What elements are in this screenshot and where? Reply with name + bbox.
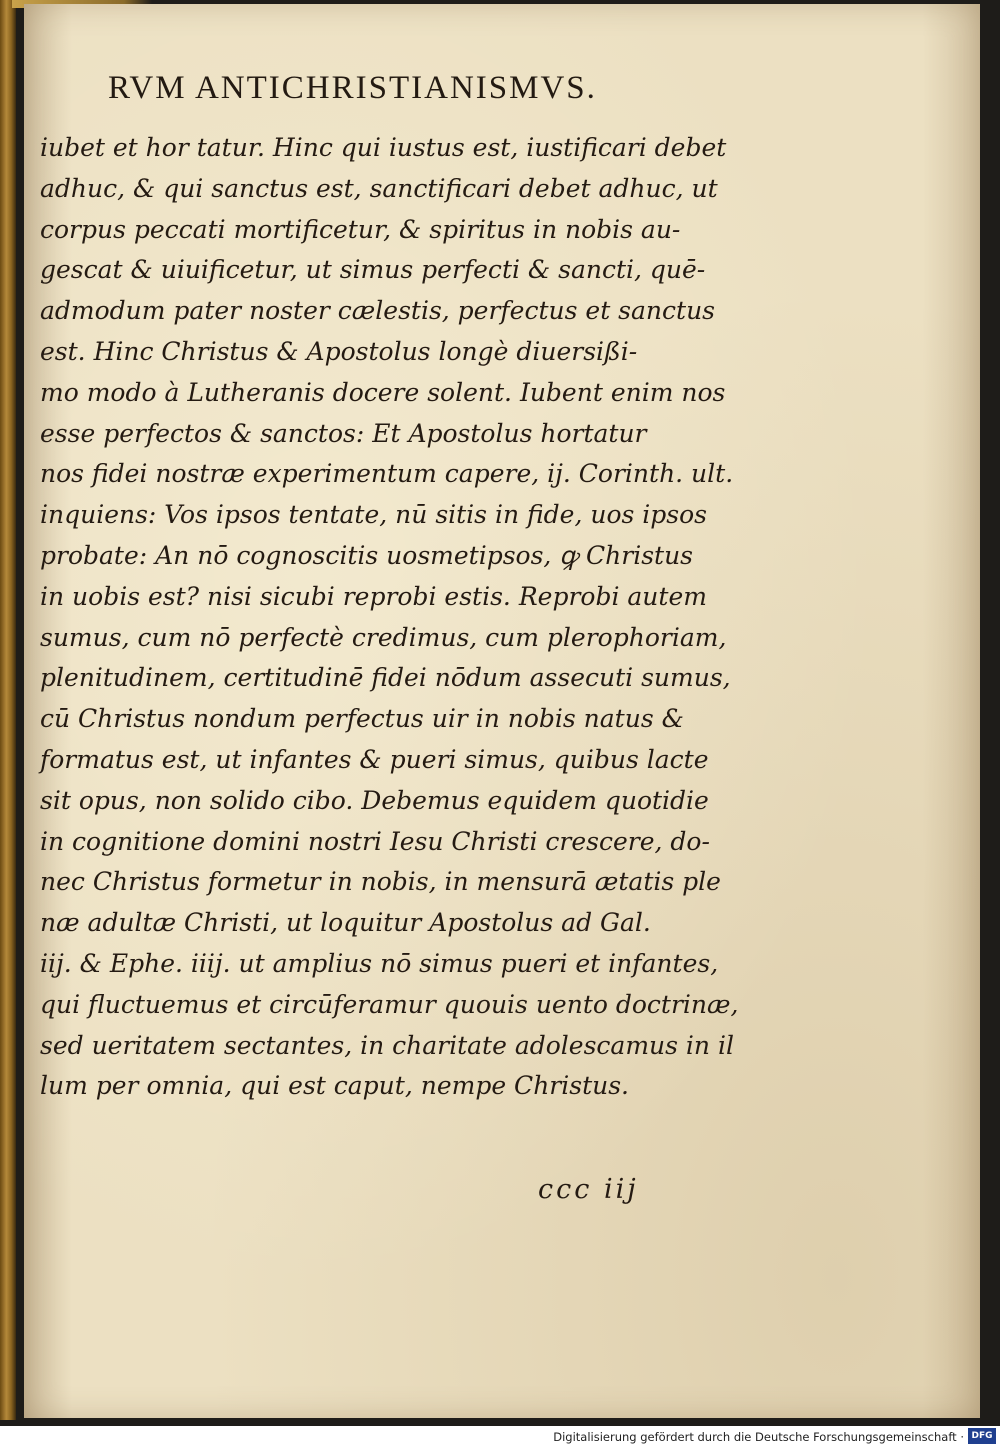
text-line: admodum pater noster cælestis, perfectus et sanctus	[40, 296, 715, 326]
text-line: iubet et hor tatur. Hinc qui iustus est, iustificari debet	[40, 133, 727, 162]
text-line: lum per omnia, qui est caput, nempe Christus.	[40, 1071, 629, 1101]
text-line: est. Hinc Christus & Apostolus longè diuersißi-	[40, 336, 638, 366]
dfg-logo: DFG	[968, 1428, 996, 1444]
text-line: næ adultæ Christi, ut loquitur Apostolus ad Gal.	[40, 908, 651, 938]
text-line: formatus est, ut infantes & pueri simus, quibus lacte	[40, 744, 709, 774]
text-line: plenitudinem, certitudinē fidei nōdum assecuti sumus,	[40, 663, 731, 693]
text-line: probate: An nō cognoscitis uosmetipsos, ꝙ Christus	[40, 540, 694, 570]
text-line: in cognitione domini nostri Iesu Christi crescere, do-	[40, 826, 710, 856]
text-line: qui fluctuemus et circūferamur quouis uento doctrinæ,	[40, 989, 739, 1019]
text-line: adhuc, & qui sanctus est, sanctificari debet adhuc, ut	[40, 173, 718, 203]
text-line: inquiens: Vos ipsos tentate, nū sitis in fide, uos ipsos	[40, 500, 708, 530]
text-line: sit opus, non solido cibo. Debemus equidem quotidie	[40, 785, 709, 815]
text-line: cū Christus nondum perfectus uir in nobis natus &	[40, 704, 684, 734]
book-edge	[0, 0, 16, 1420]
text-line: in uobis est? nisi sicubi reprobi estis. Reprobi autem	[40, 581, 707, 611]
text-line: sumus, cum nō perfectè credimus, cum plerophoriam,	[40, 622, 727, 652]
text-line: iij. & Ephe. iiij. ut amplius nō simus pueri et infantes,	[40, 948, 719, 978]
text-line: nec Christus formetur in nobis, in mensurā ætatis ple	[40, 867, 721, 897]
funding-credit: Digitalisierung gefördert durch die Deutsche Forschungsgemeinschaft ·	[553, 1430, 964, 1444]
text-line: gescat & uiuificetur, ut simus perfecti & sancti, quē-	[40, 255, 706, 285]
text-line: esse perfectos & sanctos: Et Apostolus hortatur	[40, 418, 647, 448]
running-head: RVM ANTICHRISTIANISMVS.	[108, 70, 597, 106]
text-line: nos fidei nostræ experimentum capere, ij. Corinth. ult.	[40, 459, 734, 489]
text-line: sed ueritatem sectantes, in charitate adolescamus in il	[40, 1030, 734, 1060]
text-line: corpus peccati mortificetur, & spiritus in nobis au-	[40, 214, 681, 244]
body-text	[40, 128, 780, 1107]
signature-mark: ccc iij	[538, 1174, 639, 1205]
text-line: mo modo à Lutheranis docere solent. Iubent enim nos	[40, 377, 726, 407]
book-page	[24, 4, 980, 1418]
